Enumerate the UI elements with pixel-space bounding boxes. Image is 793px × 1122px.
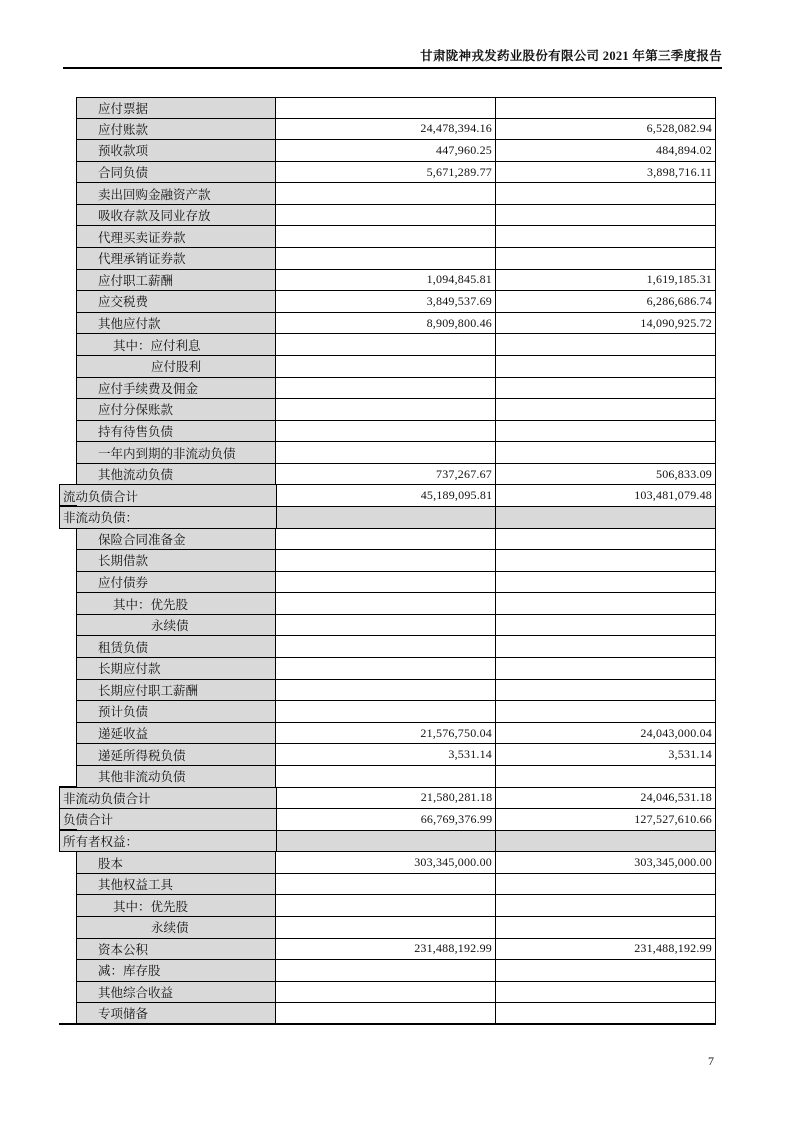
value-col-2 xyxy=(496,917,716,938)
table-row xyxy=(76,917,716,939)
value-col-1 xyxy=(276,615,496,636)
row-label: 长期应付款 xyxy=(76,658,276,679)
table-row xyxy=(76,939,716,961)
value-col-1: 5,671,289.77 xyxy=(276,162,496,183)
table-row xyxy=(76,982,716,1004)
table-row xyxy=(76,593,716,615)
table-row xyxy=(76,960,716,982)
value-col-1 xyxy=(276,658,496,679)
table-row xyxy=(76,636,716,658)
row-label: 流动负债合计 xyxy=(60,485,277,506)
row-label: 其他应付款 xyxy=(76,313,276,334)
row-label: 负债合计 xyxy=(60,809,277,830)
value-col-1 xyxy=(276,399,496,420)
value-col-2 xyxy=(496,226,716,247)
row-label: 应付账款 xyxy=(76,119,276,140)
row-label: 一年内到期的非流动负债 xyxy=(76,442,276,463)
row-label: 其他综合收益 xyxy=(76,982,276,1003)
row-label: 递延所得税负债 xyxy=(76,744,276,765)
value-col-2 xyxy=(496,895,716,916)
row-label: 应付债券 xyxy=(76,572,276,593)
row-label: 合同负债 xyxy=(76,162,276,183)
value-col-2: 3,531.14 xyxy=(496,744,716,765)
row-label: 预计负债 xyxy=(76,701,276,722)
value-col-1 xyxy=(276,442,496,463)
table-row xyxy=(76,744,716,766)
value-col-1 xyxy=(276,680,496,701)
value-col-1 xyxy=(276,356,496,377)
table-row xyxy=(76,248,716,270)
value-col-1 xyxy=(276,378,496,399)
value-col-2: 506,833.09 xyxy=(496,464,716,485)
value-col-1: 24,478,394.16 xyxy=(276,119,496,140)
value-col-1 xyxy=(276,183,496,204)
table-row xyxy=(76,464,716,486)
value-col-2 xyxy=(496,205,716,226)
table-row xyxy=(76,1003,716,1025)
value-col-2 xyxy=(496,421,716,442)
page-number: 7 xyxy=(708,1054,714,1068)
value-col-2 xyxy=(496,399,716,420)
table-row xyxy=(76,701,716,723)
value-col-1: 21,580,281.18 xyxy=(277,788,497,809)
table-row xyxy=(76,291,716,313)
value-col-1 xyxy=(276,205,496,226)
value-col-1 xyxy=(276,572,496,593)
value-col-1 xyxy=(276,226,496,247)
value-col-1 xyxy=(276,895,496,916)
table-row xyxy=(76,356,716,378)
value-col-1: 21,576,750.04 xyxy=(276,723,496,744)
value-col-1: 3,849,537.69 xyxy=(276,291,496,312)
value-col-1: 1,094,845.81 xyxy=(276,270,496,291)
value-col-1 xyxy=(276,1003,496,1023)
value-col-1: 3,531.14 xyxy=(276,744,496,765)
table-row xyxy=(76,766,716,788)
row-label: 应付手续费及佣金 xyxy=(76,378,276,399)
value-col-2 xyxy=(496,960,716,981)
value-col-2: 103,481,079.48 xyxy=(496,485,716,506)
value-col-1 xyxy=(276,982,496,1003)
value-col-1 xyxy=(276,248,496,269)
value-col-2 xyxy=(496,378,716,399)
value-col-2: 231,488,192.99 xyxy=(496,939,716,960)
value-col-2 xyxy=(496,766,716,787)
value-col-2: 127,527,610.66 xyxy=(496,809,716,830)
table-row xyxy=(76,97,716,119)
row-label: 永续债 xyxy=(76,615,276,636)
value-col-2 xyxy=(496,356,716,377)
row-label: 长期借款 xyxy=(76,550,276,571)
row-label: 卖出回购金融资产款 xyxy=(76,183,276,204)
value-col-1 xyxy=(276,593,496,614)
table-row xyxy=(76,378,716,400)
table-row xyxy=(76,615,716,637)
value-col-2: 24,043,000.04 xyxy=(496,723,716,744)
value-col-1: 231,488,192.99 xyxy=(276,939,496,960)
value-col-1 xyxy=(276,550,496,571)
row-label: 非流动负债合计 xyxy=(60,788,277,809)
table-row xyxy=(76,529,716,551)
row-label: 股本 xyxy=(76,852,276,873)
table-row xyxy=(76,226,716,248)
value-col-1 xyxy=(276,960,496,981)
table-row xyxy=(76,852,716,874)
value-col-2 xyxy=(496,98,716,118)
table-row xyxy=(76,658,716,680)
row-label: 其他流动负债 xyxy=(76,464,276,485)
balance-sheet-table xyxy=(59,97,716,1025)
value-col-2 xyxy=(496,1003,716,1023)
value-col-1 xyxy=(276,874,496,895)
row-label: 专项储备 xyxy=(76,1003,276,1023)
table-row xyxy=(76,442,716,464)
row-label: 非流动负债： xyxy=(60,507,277,528)
value-col-1 xyxy=(276,636,496,657)
value-col-1: 303,345,000.00 xyxy=(276,852,496,873)
table-row xyxy=(76,550,716,572)
row-label: 应付职工薪酬 xyxy=(76,270,276,291)
value-col-1 xyxy=(276,766,496,787)
table-row xyxy=(76,162,716,184)
table-row xyxy=(76,723,716,745)
table-row xyxy=(59,809,716,831)
row-label: 吸收存款及同业存放 xyxy=(76,205,276,226)
value-col-2 xyxy=(496,550,716,571)
value-col-2 xyxy=(496,248,716,269)
table-row xyxy=(76,119,716,141)
row-label: 应付票据 xyxy=(76,98,276,118)
value-col-2 xyxy=(496,593,716,614)
table-row xyxy=(76,183,716,205)
row-label: 持有待售负债 xyxy=(76,421,276,442)
value-col-2 xyxy=(496,831,716,852)
value-col-1 xyxy=(276,334,496,355)
row-label: 其中：应付利息 xyxy=(76,334,276,355)
table-row xyxy=(59,485,716,507)
value-col-2 xyxy=(496,658,716,679)
value-col-2: 1,619,185.31 xyxy=(496,270,716,291)
value-col-2: 6,528,082.94 xyxy=(496,119,716,140)
row-label: 其他权益工具 xyxy=(76,874,276,895)
value-col-2 xyxy=(496,507,716,528)
table-row xyxy=(76,313,716,335)
row-label: 所有者权益： xyxy=(60,831,277,852)
value-col-1 xyxy=(277,507,497,528)
value-col-1 xyxy=(277,831,497,852)
value-col-1 xyxy=(276,98,496,118)
table-row xyxy=(76,895,716,917)
table-row xyxy=(76,874,716,896)
value-col-2 xyxy=(496,572,716,593)
row-label: 应付分保账款 xyxy=(76,399,276,420)
value-col-2 xyxy=(496,701,716,722)
row-label: 其他非流动负债 xyxy=(76,766,276,787)
table-row xyxy=(76,205,716,227)
value-col-2: 24,046,531.18 xyxy=(496,788,716,809)
table-row xyxy=(76,421,716,443)
row-label: 预收款项 xyxy=(76,140,276,161)
table-row xyxy=(76,399,716,421)
value-col-1 xyxy=(276,421,496,442)
header-divider xyxy=(63,67,722,69)
page-header-title: 甘肃陇神戎发药业股份有限公司 2021 年第三季度报告 xyxy=(420,49,722,63)
table-row xyxy=(59,788,716,810)
value-col-2: 14,090,925.72 xyxy=(496,313,716,334)
value-col-1: 737,267.67 xyxy=(276,464,496,485)
value-col-2: 3,898,716.11 xyxy=(496,162,716,183)
table-row xyxy=(76,270,716,292)
value-col-1: 45,189,095.81 xyxy=(277,485,497,506)
row-label: 减：库存股 xyxy=(76,960,276,981)
row-label: 保险合同准备金 xyxy=(76,529,276,550)
row-label: 代理承销证券款 xyxy=(76,248,276,269)
row-label: 代理买卖证券款 xyxy=(76,226,276,247)
table-row xyxy=(59,507,716,529)
value-col-2 xyxy=(496,529,716,550)
value-col-2 xyxy=(496,636,716,657)
value-col-2 xyxy=(496,982,716,1003)
value-col-1: 66,769,376.99 xyxy=(277,809,497,830)
value-col-2: 303,345,000.00 xyxy=(496,852,716,873)
value-col-1: 8,909,800.46 xyxy=(276,313,496,334)
value-col-2 xyxy=(496,442,716,463)
value-col-2 xyxy=(496,874,716,895)
row-label: 长期应付职工薪酬 xyxy=(76,680,276,701)
value-col-2 xyxy=(496,334,716,355)
value-col-2 xyxy=(496,680,716,701)
row-label: 应交税费 xyxy=(76,291,276,312)
value-col-2 xyxy=(496,183,716,204)
value-col-2: 6,286,686.74 xyxy=(496,291,716,312)
row-label: 资本公积 xyxy=(76,939,276,960)
row-label: 租赁负债 xyxy=(76,636,276,657)
row-label: 其中：优先股 xyxy=(76,895,276,916)
row-label: 递延收益 xyxy=(76,723,276,744)
value-col-2 xyxy=(496,615,716,636)
row-label: 应付股利 xyxy=(76,356,276,377)
table-row xyxy=(76,572,716,594)
value-col-2: 484,894.02 xyxy=(496,140,716,161)
value-col-1 xyxy=(276,529,496,550)
value-col-1 xyxy=(276,701,496,722)
table-row xyxy=(59,831,716,853)
row-label: 其中：优先股 xyxy=(76,593,276,614)
value-col-1: 447,960.25 xyxy=(276,140,496,161)
table-row xyxy=(76,140,716,162)
value-col-1 xyxy=(276,917,496,938)
table-row xyxy=(76,334,716,356)
row-label: 永续债 xyxy=(76,917,276,938)
table-row xyxy=(76,680,716,702)
